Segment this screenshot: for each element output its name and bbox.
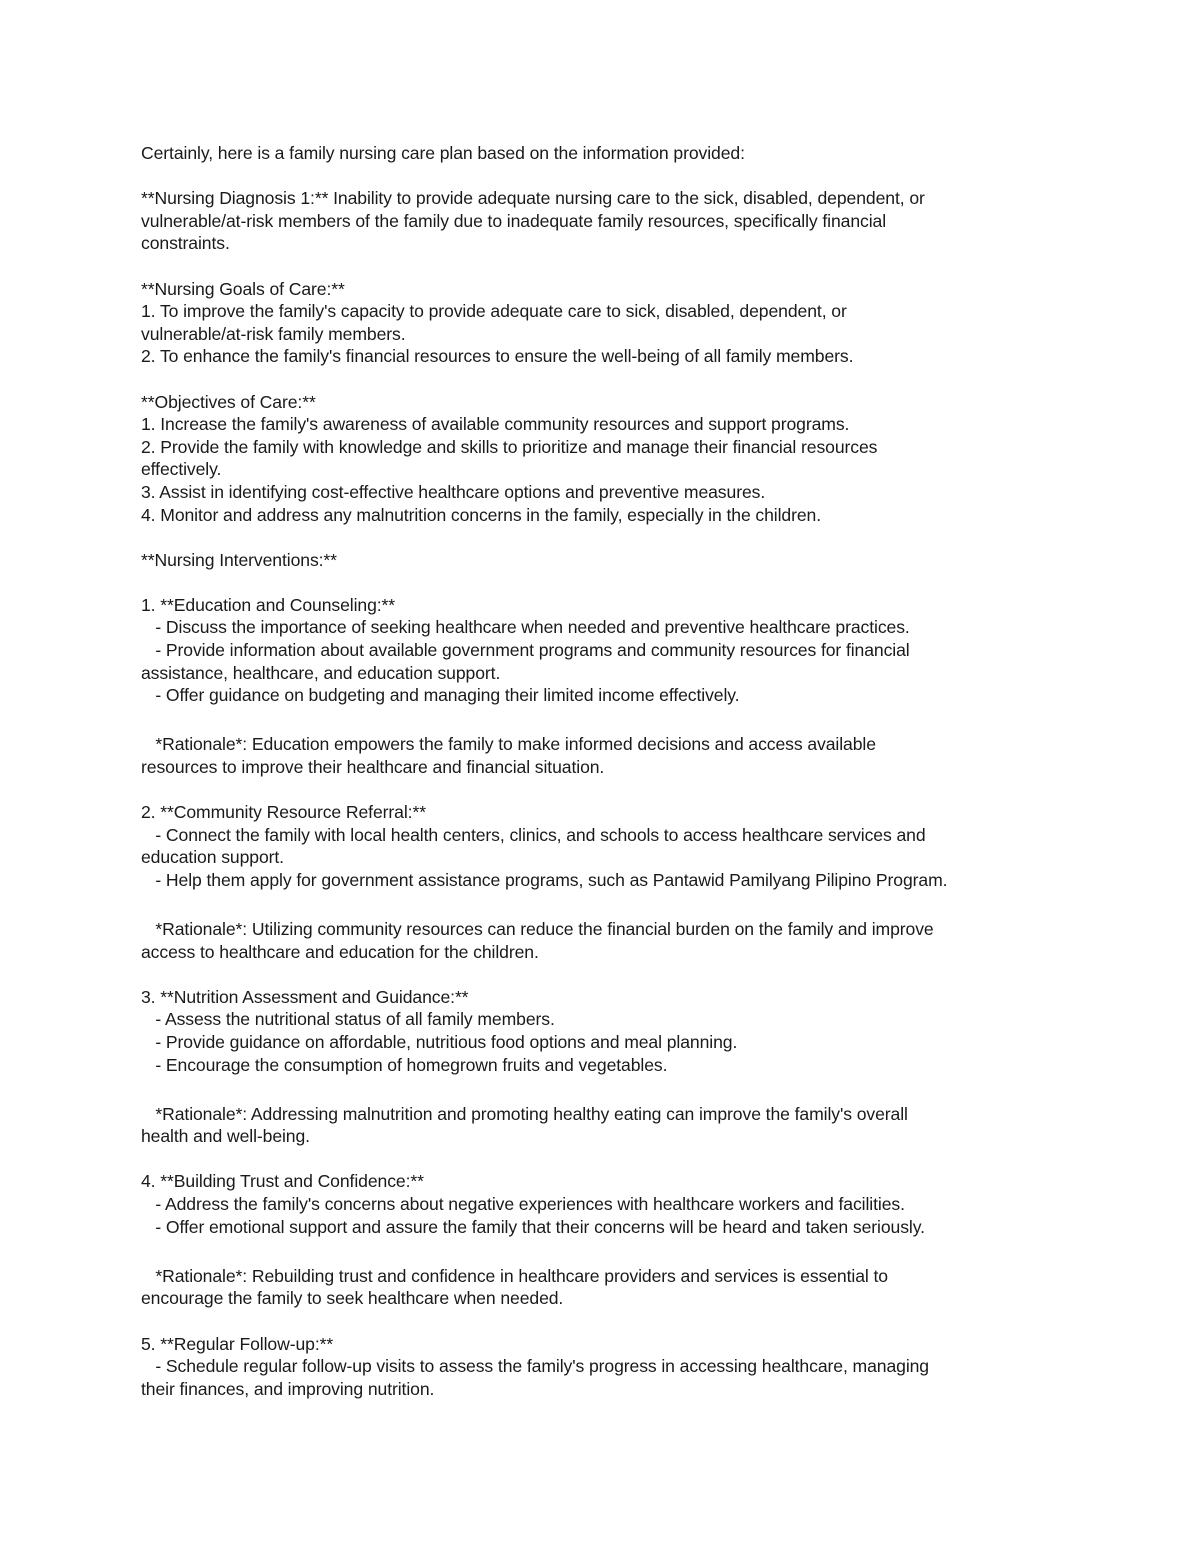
goal-line: 1. To improve the family's capacity to provide adequate care to sick, disabled, dependent, or: [141, 301, 847, 322]
objective-line: 3. Assist in identifying cost-effective healthcare options and preventive measures.: [141, 481, 766, 502]
intervention-education: [141, 594, 1061, 779]
intervention-line: - Help them apply for government assistance programs, such as Pantawid Pamilyang Pilipino Program.: [141, 869, 948, 890]
objective-line: 2. Provide the family with knowledge and skills to prioritize and manage their financial resources: [141, 436, 878, 457]
intervention-community-referral: [141, 801, 1061, 963]
rationale-line: health and well-being.: [141, 1126, 310, 1147]
rationale-line: encourage the family to seek healthcare when needed.: [141, 1288, 564, 1309]
nursing-goals: [141, 278, 1061, 368]
nursing-diagnosis: [141, 187, 1061, 255]
intervention-trust: [141, 1170, 1061, 1309]
intervention-line: - Discuss the importance of seeking healthcare when needed and preventive healthcare practices.: [141, 617, 910, 638]
intervention-nutrition: [141, 986, 1061, 1148]
intervention-follow-up: [141, 1333, 1061, 1401]
intervention-line: - Provide guidance on affordable, nutritious food options and meal planning.: [141, 1031, 738, 1052]
objectives-of-care: [141, 391, 1061, 527]
intervention-line: - Connect the family with local health centers, clinics, and schools to access healthcare services and: [141, 824, 926, 845]
intervention-line: - Assess the nutritional status of all family members.: [141, 1009, 555, 1030]
diagnosis-line: vulnerable/at-risk members of the family due to inadequate family resources, specifically financial: [141, 210, 887, 231]
goal-line: vulnerable/at-risk family members.: [141, 323, 406, 344]
intervention-line: assistance, healthcare, and education support.: [141, 662, 501, 683]
intervention-line: - Offer guidance on budgeting and managing their limited income effectively.: [141, 685, 740, 706]
intervention-line: - Encourage the consumption of homegrown fruits and vegetables.: [141, 1054, 668, 1075]
objective-line: effectively.: [141, 459, 222, 480]
rationale-line: *Rationale*: Utilizing community resources can reduce the financial burden on the family and improve: [141, 919, 934, 939]
rationale-line: *Rationale*: Education empowers the family to make informed decisions and access available: [141, 734, 876, 755]
section-heading: **Nursing Interventions:**: [141, 549, 337, 570]
intervention-line: - Offer emotional support and assure the family that their concerns will be heard and taken seriously.: [141, 1216, 925, 1237]
document-body: [141, 142, 1061, 1400]
intervention-heading: 3. **Nutrition Assessment and Guidance:**: [141, 986, 469, 1007]
intervention-line: education support.: [141, 847, 284, 868]
intervention-line: - Address the family's concerns about negative experiences with healthcare workers and facilities.: [141, 1194, 905, 1215]
intervention-heading: 2. **Community Resource Referral:**: [141, 802, 426, 823]
section-heading: **Objectives of Care:**: [141, 391, 316, 412]
objective-line: 4. Monitor and address any malnutrition concerns in the family, especially in the children.: [141, 504, 822, 525]
intervention-heading: 4. **Building Trust and Confidence:**: [141, 1171, 424, 1192]
intro-line: Certainly, here is a family nursing care plan based on the information provided:: [141, 143, 745, 163]
rationale-line: *Rationale*: Rebuilding trust and confidence in healthcare providers and services is essential to: [141, 1265, 888, 1286]
section-heading: **Nursing Goals of Care:**: [141, 278, 345, 299]
intervention-line: - Schedule regular follow-up visits to assess the family's progress in accessing healthcare, managing: [141, 1356, 929, 1377]
objective-line: 1. Increase the family's awareness of available community resources and support programs.: [141, 414, 850, 435]
goal-line: 2. To enhance the family's financial resources to ensure the well-being of all family members.: [141, 346, 854, 367]
intervention-line: - Provide information about available government programs and community resources for financial: [141, 640, 910, 661]
rationale-line: access to healthcare and education for the children.: [141, 941, 539, 962]
diagnosis-line: constraints.: [141, 233, 230, 254]
diagnosis-line: **Nursing Diagnosis 1:** Inability to provide adequate nursing care to the sick, disabled, dependent, or: [141, 188, 925, 209]
intervention-heading: 1. **Education and Counseling:**: [141, 594, 396, 615]
rationale-line: *Rationale*: Addressing malnutrition and promoting healthy eating can improve the family's overall: [141, 1103, 908, 1124]
intervention-heading: 5. **Regular Follow-up:**: [141, 1333, 334, 1354]
rationale-line: resources to improve their healthcare and financial situation.: [141, 756, 605, 777]
intervention-line: their finances, and improving nutrition.: [141, 1378, 435, 1399]
